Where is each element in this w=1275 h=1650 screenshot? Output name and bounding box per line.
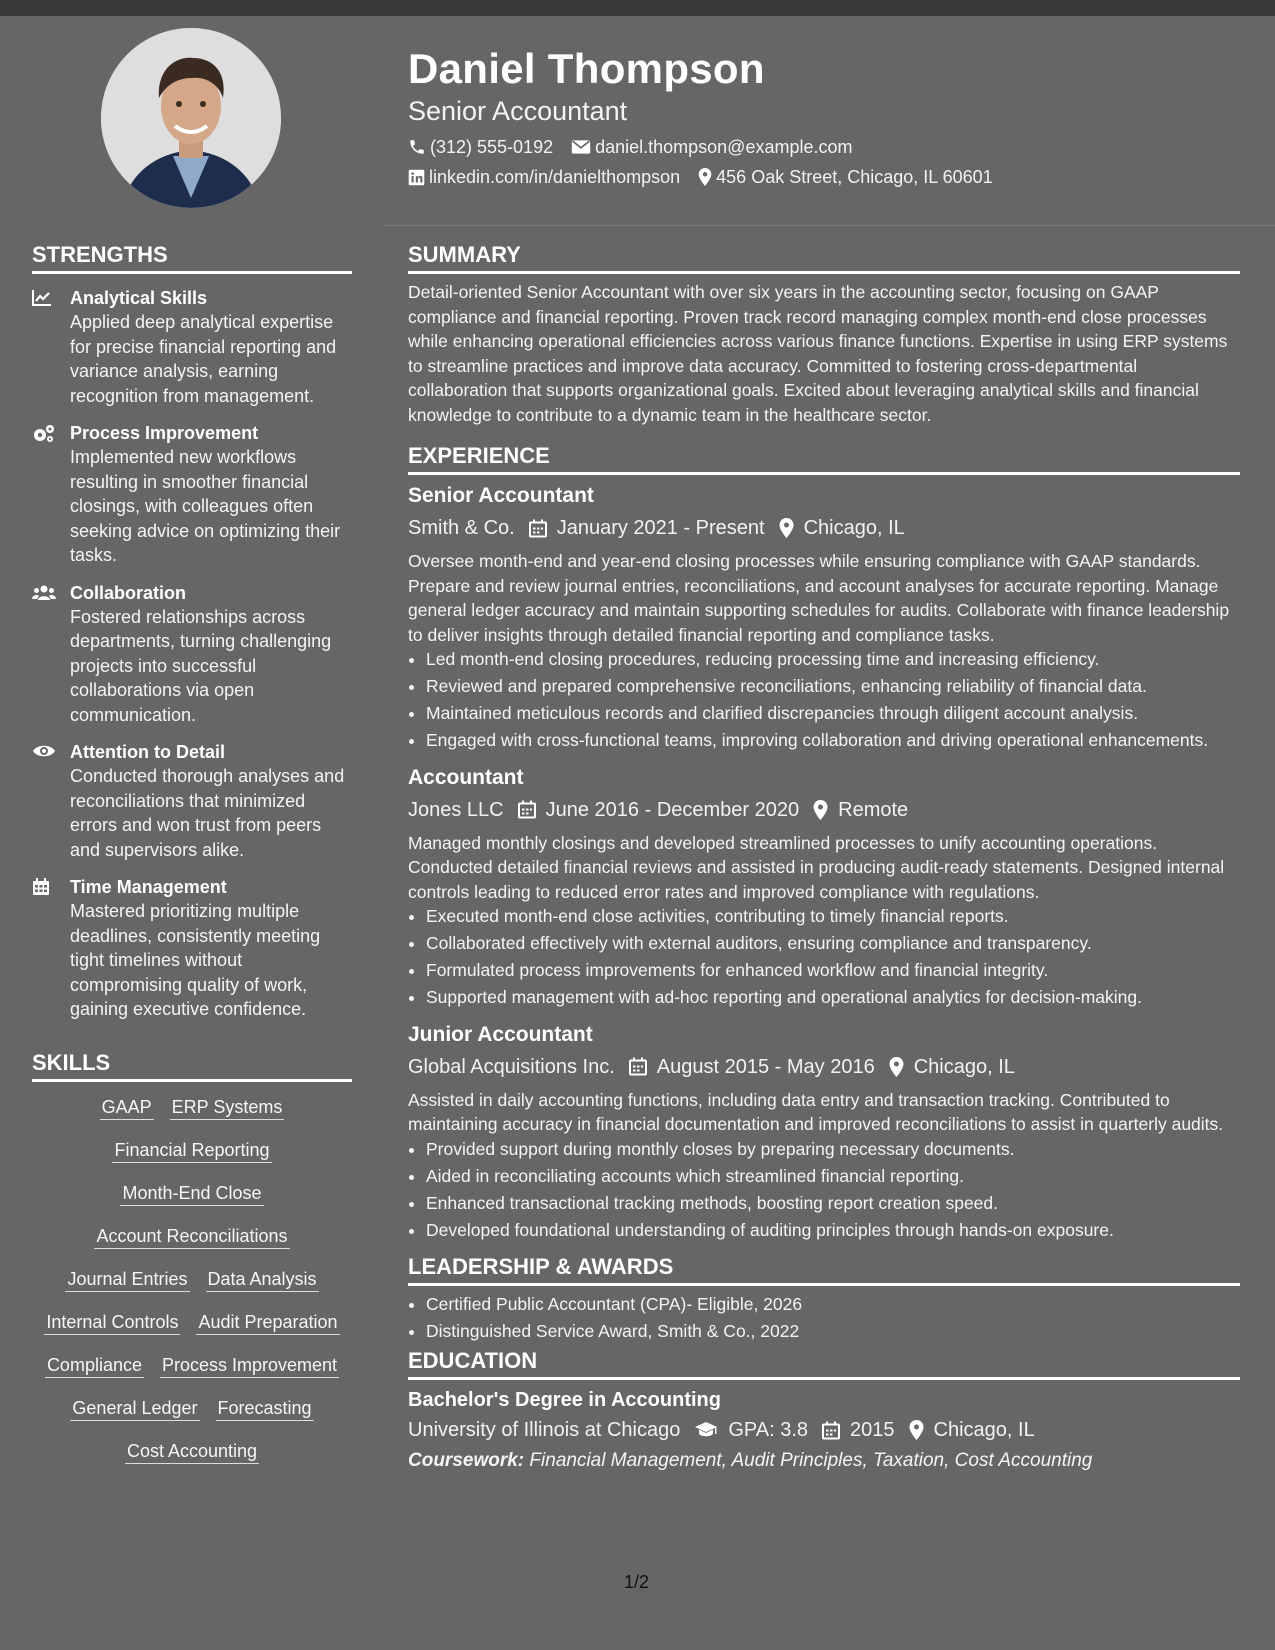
job-meta bbox=[408, 793, 1240, 827]
strength-desc: Mastered prioritizing multiple deadlines, consistently meeting tight timelines without compromising quality of work, gaining executive confidence. bbox=[70, 901, 321, 1019]
edu-school: University of Illinois at Chicago bbox=[408, 1419, 681, 1441]
list-item: • Provided support during monthly closes by preparing necessary documents. bbox=[426, 1137, 1240, 1162]
strength-title: Process Improvement bbox=[70, 423, 259, 443]
email bbox=[571, 132, 852, 162]
calendar-icon bbox=[32, 878, 50, 896]
avatar-photo bbox=[101, 28, 281, 208]
coursework-label: Coursework: bbox=[408, 1450, 525, 1471]
job-title: Senior Accountant bbox=[408, 96, 628, 126]
address-text: 456 Oak Street, Chicago, IL 60601 bbox=[716, 167, 993, 187]
strength-item bbox=[32, 286, 352, 408]
strengths-heading: STRENGTHS bbox=[32, 240, 352, 274]
calendar-icon bbox=[629, 1057, 647, 1076]
skill-tag: ERP Systems bbox=[170, 1096, 285, 1120]
header-divider bbox=[383, 225, 1275, 226]
job-entry bbox=[408, 763, 1240, 1010]
list-item: • Enhanced transactional tracking methods, boosting report creation speed. bbox=[426, 1191, 1240, 1216]
list-item: • Supported management with ad-hoc reporting and operational analytics for decision-making. bbox=[426, 985, 1240, 1010]
phone bbox=[408, 132, 553, 162]
experience-heading: EXPERIENCE bbox=[408, 441, 1240, 475]
resume-header bbox=[408, 42, 1238, 192]
education-heading: EDUCATION bbox=[408, 1346, 1240, 1380]
strength-title: Analytical Skills bbox=[70, 288, 208, 308]
strength-title: Time Management bbox=[70, 877, 227, 897]
job-position: Senior Accountant bbox=[408, 484, 594, 507]
awards-list bbox=[408, 1292, 1240, 1344]
edu-year: 2015 bbox=[850, 1419, 895, 1441]
job-description: Oversee month-end and year-end closing processes while ensuring compliance with GAAP standards. Prepare and review journal entries, reconciliations, and account analyses for accurate reporting. Manage general ledger accuracy and maintain supporting schedules for audits. Collaborate with finance leadership to deliver insights through detailed financial reporting and compliance tasks. bbox=[408, 551, 1230, 645]
skill-tag: Process Improvement bbox=[160, 1354, 339, 1378]
edu-coursework bbox=[408, 1446, 1240, 1476]
list-item: • Distinguished Service Award, Smith & Co., 2022 bbox=[426, 1319, 1240, 1344]
summary-text: Detail-oriented Senior Accountant with over six years in the accounting sector, focusing on GAAP compliance and financial reporting. Proven track record managing complex month-end close processes while enhancing operational efficiencies across various finance functions. Expertise in using ERP systems to streamline practices and improve data accuracy. Committed to fostering cross-departmental collaboration that supports organizational goals. Excited about leveraging analytical skills and financial knowledge to contribute to a dynamic team in the healthcare sector. bbox=[408, 282, 1228, 425]
contact-row-2 bbox=[408, 162, 1238, 192]
phone-text[interactable]: (312) 555-0192 bbox=[430, 137, 554, 157]
job-company: Smith & Co. bbox=[408, 517, 515, 539]
eye-icon bbox=[32, 743, 56, 759]
job-dates: June 2016 - December 2020 bbox=[545, 798, 800, 821]
strength-item bbox=[32, 875, 352, 1022]
skill-tag: Compliance bbox=[45, 1354, 144, 1378]
map-marker-icon bbox=[813, 800, 828, 820]
job-position: Accountant bbox=[408, 765, 524, 789]
right-column bbox=[408, 240, 1240, 1476]
job-dates: August 2015 - May 2016 bbox=[656, 1055, 875, 1078]
avatar bbox=[101, 28, 281, 208]
job-meta bbox=[408, 1050, 1240, 1084]
list-item: • Reviewed and prepared comprehensive reconciliations, enhancing reliability of financial data. bbox=[426, 674, 1240, 699]
calendar-icon bbox=[822, 1421, 840, 1440]
address bbox=[698, 162, 993, 192]
strength-item bbox=[32, 581, 352, 728]
coursework-list: Financial Management, Audit Principles, Taxation, Cost Accounting bbox=[529, 1450, 1093, 1471]
job-location: Remote bbox=[838, 798, 909, 821]
chart-line-icon bbox=[32, 289, 52, 307]
map-marker-icon bbox=[779, 518, 794, 538]
job-description: Assisted in daily accounting functions, including data entry and transaction tracking. Contributed to maintaining accuracy in financial documentation and improved reconciliations to assist in quarterly audits. bbox=[408, 1089, 1224, 1134]
awards-heading: LEADERSHIP & AWARDS bbox=[408, 1252, 1240, 1286]
gears-icon bbox=[32, 424, 56, 444]
left-column bbox=[32, 240, 352, 1483]
users-icon bbox=[32, 584, 56, 602]
list-item: • Aided in reconciliating accounts which streamlined financial reporting. bbox=[426, 1164, 1240, 1189]
strength-desc: Applied deep analytical expertise for precise financial reporting and variance analysis, earning recognition from management. bbox=[70, 312, 337, 406]
skill-tag: Audit Preparation bbox=[196, 1311, 339, 1335]
job-company: Jones LLC bbox=[408, 798, 504, 821]
linkedin-icon bbox=[408, 169, 425, 186]
skill-tag: GAAP bbox=[100, 1096, 154, 1120]
email-link[interactable]: daniel.thompson@example.com bbox=[595, 137, 853, 157]
skills-heading: SKILLS bbox=[32, 1048, 352, 1082]
list-item: • Executed month-end close activities, contributing to timely financial reports. bbox=[426, 904, 1240, 929]
graduation-cap-icon bbox=[694, 1421, 718, 1439]
list-item: • Maintained meticulous records and clarified discrepancies through diligent account analysis. bbox=[426, 701, 1240, 726]
skill-tag: Internal Controls bbox=[44, 1311, 180, 1335]
job-entry bbox=[408, 481, 1240, 753]
job-bullets bbox=[408, 904, 1240, 1010]
job-location: Chicago, IL bbox=[913, 1055, 1015, 1078]
edu-gpa: GPA: 3.8 bbox=[728, 1419, 809, 1441]
list-item: • Collaborated effectively with external auditors, ensuring compliance and transparency. bbox=[426, 931, 1240, 956]
edu-meta bbox=[408, 1414, 1240, 1446]
calendar-icon bbox=[518, 800, 536, 819]
strength-title: Attention to Detail bbox=[70, 742, 225, 762]
skill-tag: Cost Accounting bbox=[125, 1440, 259, 1464]
job-meta bbox=[408, 511, 1240, 545]
skill-tag: Financial Reporting bbox=[112, 1139, 271, 1163]
strength-item bbox=[32, 740, 352, 862]
job-description: Managed monthly closings and developed streamlined processes to unify accounting operations. Conducted detailed financial reviews and assisted in producing audit-ready statements. Designed internal controls leading to reduced error rates and improved compliance with regulations. bbox=[408, 832, 1225, 902]
candidate-name: Daniel Thompson bbox=[408, 45, 765, 92]
list-item: • Engaged with cross-functional teams, improving collaboration and driving operational enhancements. bbox=[426, 728, 1240, 753]
linkedin-link[interactable]: linkedin.com/in/danielthompson bbox=[429, 167, 681, 187]
job-bullets bbox=[408, 1137, 1240, 1243]
job-bullets bbox=[408, 647, 1240, 753]
edu-location: Chicago, IL bbox=[933, 1419, 1035, 1441]
strength-item bbox=[32, 421, 352, 568]
top-bar bbox=[0, 0, 1275, 16]
map-marker-icon bbox=[889, 1057, 904, 1077]
calendar-icon bbox=[529, 519, 547, 538]
strength-title: Collaboration bbox=[70, 582, 186, 603]
list-item: • Developed foundational understanding of auditing principles through hands-on exposure. bbox=[426, 1218, 1240, 1243]
map-marker-icon bbox=[909, 1420, 924, 1440]
job-dates: January 2021 - Present bbox=[556, 517, 765, 539]
strength-desc: Conducted thorough analyses and reconciliations that minimized errors and won trust from peers and supervisors alike. bbox=[70, 766, 345, 860]
list-item: • Formulated process improvements for enhanced workflow and financial integrity. bbox=[426, 958, 1240, 983]
phone-icon bbox=[408, 138, 426, 156]
contact-row-1 bbox=[408, 132, 1238, 162]
list-item: • Led month-end closing procedures, reducing processing time and increasing efficiency. bbox=[426, 647, 1240, 672]
job-position: Junior Accountant bbox=[408, 1022, 593, 1046]
skill-tag: Journal Entries bbox=[65, 1268, 189, 1292]
map-marker-icon bbox=[698, 168, 712, 186]
skill-tag: Data Analysis bbox=[206, 1268, 319, 1292]
skill-tag: Forecasting bbox=[216, 1397, 314, 1421]
summary-heading: SUMMARY bbox=[408, 240, 1240, 274]
envelope-icon bbox=[571, 139, 591, 155]
page-number: 1/2 bbox=[624, 1572, 650, 1592]
skill-tag: Account Reconciliations bbox=[94, 1225, 289, 1249]
edu-degree: Bachelor's Degree in Accounting bbox=[408, 1389, 721, 1411]
skill-tag: General Ledger bbox=[70, 1397, 199, 1421]
strength-desc: Fostered relationships across departments, turning challenging projects into successful collaborations via open communication. bbox=[70, 606, 332, 725]
job-company: Global Acquisitions Inc. bbox=[408, 1055, 615, 1078]
list-item: • Certified Public Accountant (CPA)- Eligible, 2026 bbox=[426, 1292, 1240, 1317]
linkedin bbox=[408, 162, 680, 192]
job-location: Chicago, IL bbox=[803, 517, 905, 539]
job-entry bbox=[408, 1020, 1240, 1243]
skill-tag: Month-End Close bbox=[120, 1182, 263, 1206]
strength-desc: Implemented new workflows resulting in smoother financial closings, with colleagues often seeking advice on optimizing their tasks. bbox=[70, 447, 341, 565]
skills-list bbox=[32, 1094, 352, 1483]
